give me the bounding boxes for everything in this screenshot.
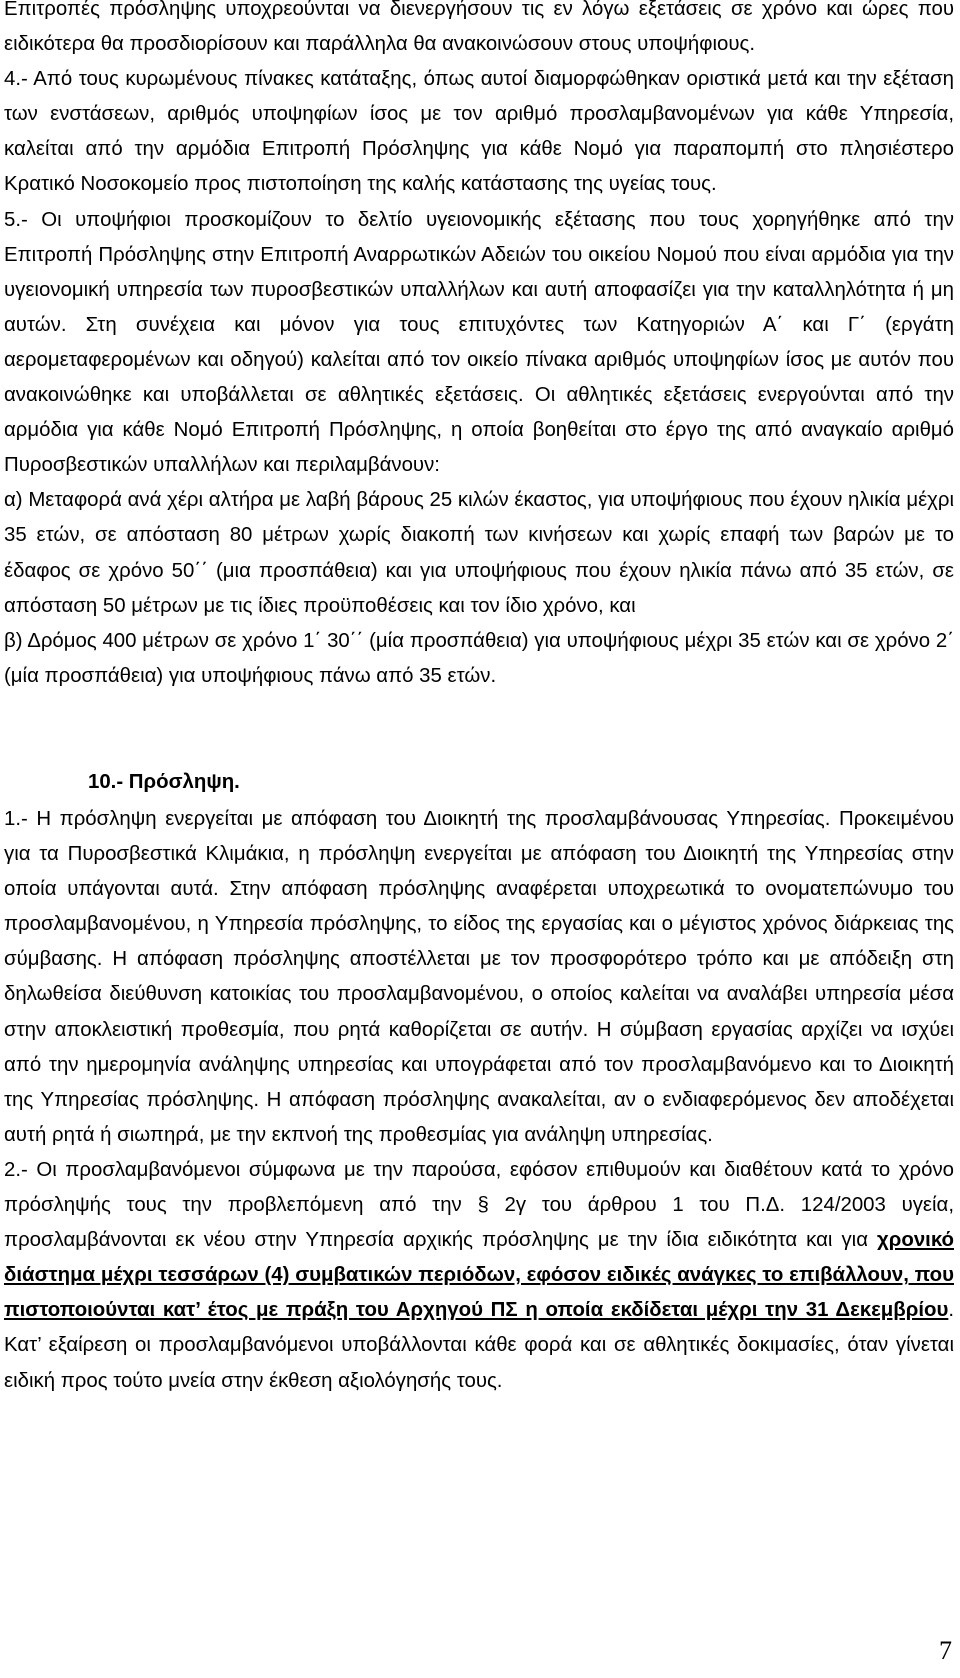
text-block-top bbox=[4, 0, 954, 694]
paragraph-5: 5.- Οι υποψήφιοι προσκομίζουν το δελτίο υγειονομικής εξέτασης που τους χορηγήθηκε από την Επιτροπή Πρόσληψης στην Επιτροπή Αναρρωτικών Αδειών του οικείου Νομού που είναι αρμόδια για την υγειονομική υπηρεσία των πυροσβεστικών υπαλλήλων και αυτή αποφασίζει για την καταλληλότητα ή μη αυτών. Στη συνέχεια και μόνον για τους επιτυχόντες των Κατηγοριών Α΄ και Γ΄ (εργάτη αερομεταφερομένων και οδηγού) καλείται από τον οικείο πίνακα αριθμός υποψηφίων ίσος με αυτόν που ανακοινώθηκε και υποβάλλεται σε αθλητικές εξετάσεις. Οι αθλητικές εξετάσεις ενεργούνται από την αρμόδια για κάθε Νομό Επιτροπή Πρόσληψης, η οποία βοηθείται στο έργο της από αναγκαίο αριθμό Πυροσβεστικών υπαλλήλων και περιλαμβάνουν: bbox=[4, 208, 954, 477]
paragraph-5-b: β) Δρόμος 400 μέτρων σε χρόνο 1΄ 30΄΄ (μία προσπάθεια) για υποψήφιους μέχρι 35 ετών και σε χρόνο 2΄ (μία προσπάθεια) για υποψήφιους πάνω από 35 ετών. bbox=[4, 629, 954, 687]
paragraph-2-emphasis: χρονικό διάστημα μέχρι τεσσάρων (4) συμβατικών περιόδων, εφόσον ειδικές ανάγκες το επιβάλλουν, που πιστοποιούνται κατ’ έτος με πράξη του Αρχηγού ΠΣ η οποία εκδίδεται μέχρι την 31 Δεκεμβρίου bbox=[4, 1229, 954, 1322]
page-number: 7 bbox=[939, 1636, 952, 1665]
section-10-paragraph-1: 1.- Η πρόσληψη ενεργείται με απόφαση του Διοικητή της προσλαμβάνουσας Υπηρεσίας. Προκειμένου για τα Πυροσβεστικά Κλιμάκια, η πρόσληψη ενεργείται με απόφαση του Διοικητή της Υπηρεσίας στην οποία υπάγονται αυτά. Στην απόφαση πρόσληψης αναφέρεται υποχρεωτικά το ονοματεπώνυμο του προσλαμβανομένου, η Υπηρεσία πρόσληψης, το είδος της εργασίας και ο μέγιστος χρόνος διάρκειας της σύμβασης. Η απόφαση πρόσληψης αποστέλλεται με τον προσφορότερο τρόπο και με απόδειξη στη δηλωθείσα διεύθυνση κατοικίας του προσλαμβανομένου, ο οποίος καλείται να αναλάβει υπηρεσία μέσα στην αποκλειστική προθεσμία, που ρητά καθορίζεται σε αυτήν. Η σύμβαση εργασίας αρχίζει να ισχύει από την ημερομηνία ανάληψης υπηρεσίας και υπογράφεται από τον προσλαμβανόμενο και το Διοικητή της Υπηρεσίας πρόσληψης. Η απόφαση πρόσληψης ανακαλείται, αν ο ενδιαφερόμενος δεν αποδέχεται αυτή ρητά ή σιωπηρά, με την εκπνοή της προθεσμίας για ανάληψη υπηρεσίας. bbox=[4, 808, 954, 1146]
paragraph-5-a: α) Μεταφορά ανά χέρι αλτήρα με λαβή βάρους 25 κιλών έκαστος, για υποψήφιους που έχουν ηλικία μέχρι 35 ετών, σε απόσταση 80 μέτρων χωρίς διακοπή των κινήσεων και χωρίς επαφή των βαρών με το έδαφος σε χρόνο 50΄΄ (μια προσπάθεια) και για υποψήφιους που έχουν ηλικία πάνω από 35 ετών, σε απόσταση 50 μέτρων με τις ίδιες προϋποθέσεις και τον ίδιο χρόνο, και bbox=[4, 489, 954, 617]
section-heading: 10.- Πρόσληψη. bbox=[88, 771, 240, 793]
paragraph-2-end: . Κατ’ εξαίρεση οι προσλαμβανόμενοι υποβάλλονται κάθε φορά και σε αθλητικές δοκιμασίες, όταν γίνεται ειδική προς τούτο μνεία στην έκθεση αξιολόγησής τους. bbox=[4, 1299, 954, 1392]
text-block-bottom bbox=[4, 763, 954, 1399]
paragraph-4: 4.- Από τους κυρωμένους πίνακες κατάταξης, όπως αυτοί διαμορφώθηκαν οριστικά μετά και την εξέταση των ενστάσεων, αριθμός υποψηφίων ίσος με τον αριθμό προσλαμβανομένων για κάθε Υπηρεσία, καλείται από την αρμόδια Επιτροπή Πρόσληψης για κάθε Νομό για παραπομπή στο πλησιέστερο Κρατικό Νοσοκομείο προς πιστοποίηση της καλής κατάστασης της υγείας τους. bbox=[4, 68, 954, 196]
paragraph-continued: Επιτροπές πρόσληψης υποχρεούνται να διενεργήσουν τις εν λόγω εξετάσεις σε χρόνο και ώρες που ειδικότερα θα προσδιορίσουν και παράλληλα θα ανακοινώσουν στους υποψήφιους. bbox=[4, 0, 954, 56]
paragraph-2-start: 2.- Οι προσλαμβανόμενοι σύμφωνα με την παρούσα, εφόσον επιθυμούν και διαθέτουν κατά το χρόνο πρόσληψής τους την προβλεπόμενη από την § 2γ του άρθρου 1 του Π.Δ. 124/2003 υγεία, προσλαμβάνονται εκ νέου στην Υπηρεσία αρχικής πρόσληψης με την ίδια ειδικότητα και για bbox=[4, 1158, 954, 1252]
section-10-paragraph-2 bbox=[4, 1153, 954, 1399]
